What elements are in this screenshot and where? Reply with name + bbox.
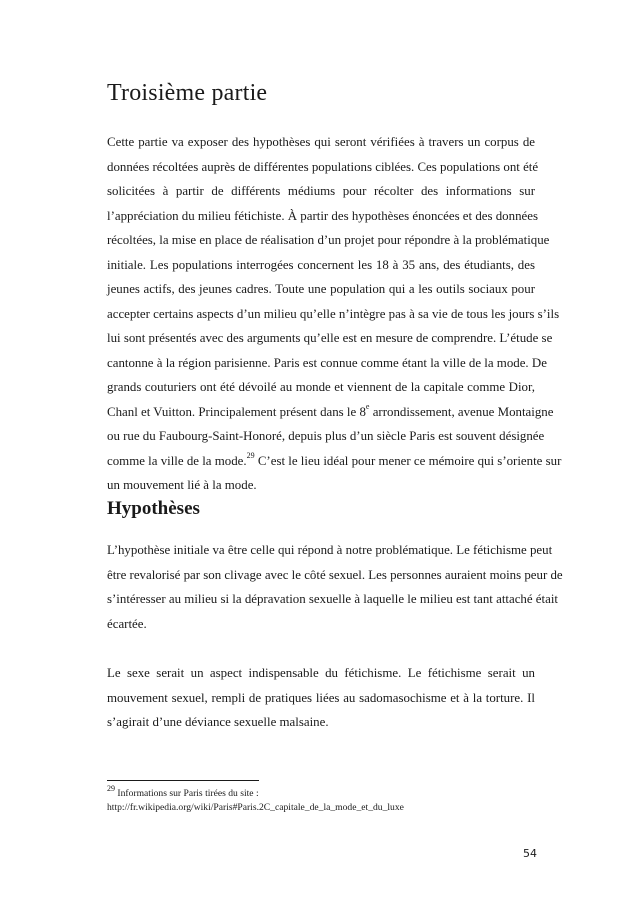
text-line: ou rue du Faubourg-Saint-Honoré, depuis plus d’un siècle Paris est souvent désignée xyxy=(107,429,545,443)
text-line: Cette partie va exposer des hypothèses qui seront vérifiées à travers un corpus de xyxy=(107,135,535,149)
text-fragment: Chanl et Vuitton. Principalement présent dans le 8 xyxy=(107,404,366,419)
text-line: s’intéresser au milieu si la dépravation sexuelle à laquelle le milieu est tant attaché était xyxy=(107,592,558,606)
hypothesis-paragraph-2 xyxy=(107,661,535,735)
page-title: Troisième partie xyxy=(107,80,268,106)
footnote-separator xyxy=(107,780,259,781)
text-line: L’hypothèse initiale va être celle qui répond à notre problématique. Le fétichisme peut xyxy=(107,543,553,557)
footnote xyxy=(107,783,537,814)
text-line: l’appréciation du milieu fétichiste. À partir des hypothèses énoncées et des données xyxy=(107,208,538,223)
text-line: s’agirait d’une déviance sexuelle malsaine. xyxy=(107,715,329,729)
page-number: 54 xyxy=(523,847,537,860)
text-line: cantonne à la région parisienne. Paris est connue comme étant la ville de la mode. De xyxy=(107,355,547,370)
text-line: grands couturiers ont été dévoilé au monde et viennent de la capitale comme Dior, xyxy=(107,380,535,394)
footnote-number: 29 xyxy=(107,783,115,793)
text-line: un mouvement lié à la mode. xyxy=(107,478,257,492)
text-line: mouvement sexuel, rempli de pratiques liées au sadomasochisme et à la torture. Il xyxy=(107,690,535,705)
text-line: récoltées, la mise en place de réalisation d’un projet pour répondre à la problématique xyxy=(107,233,550,247)
text-line: lui sont présentés avec des arguments qu’elle est en mesure de comprendre. L’étude se xyxy=(107,331,553,345)
footnote-url: http://fr.wikipedia.org/wiki/Paris#Paris.2C_capitale_de_la_mode_et_du_luxe xyxy=(107,801,404,813)
text-line: initiale. Les populations interrogées concernent les 18 à 35 ans, des étudiants, des xyxy=(107,257,535,272)
text-line: données récoltées auprès de différentes populations ciblées. Ces populations ont été xyxy=(107,159,539,174)
text-line xyxy=(107,400,554,425)
footnote-line xyxy=(107,783,537,801)
text-fragment: comme la ville de la mode. xyxy=(107,453,247,468)
text-line: Le sexe serait un aspect indispensable du fétichisme. Le fétichisme serait un xyxy=(107,666,535,680)
hypothesis-paragraph-1 xyxy=(107,538,563,636)
ordinal-superscript: e xyxy=(365,402,370,412)
text-line: accepter certains aspects d’un milieu qu’elle n’intègre pas à sa vie de tous les jours s’ils xyxy=(107,306,560,321)
text-line: être revalorisé par son clivage avec le côté sexuel. Les personnes auraient moins peur de xyxy=(107,567,563,582)
text-line: solicitées à partir de différents médiums pour récolter des informations sur xyxy=(107,184,535,198)
text-line: écartée. xyxy=(107,616,147,631)
text-fragment: C’est le lieu idéal pour mener ce mémoire qui s’oriente sur xyxy=(254,453,562,468)
footnote-reference: 29 xyxy=(246,451,255,461)
text-line xyxy=(107,449,562,474)
intro-paragraph xyxy=(107,130,562,498)
text-fragment: arrondissement, avenue Montaigne xyxy=(369,404,554,419)
footnote-text: Informations sur Paris tirées du site : xyxy=(115,788,259,799)
section-heading: Hypothèses xyxy=(107,498,200,519)
text-line: jeunes actifs, des jeunes cadres. Toute une population qui a les outils sociaux pour xyxy=(107,282,535,296)
